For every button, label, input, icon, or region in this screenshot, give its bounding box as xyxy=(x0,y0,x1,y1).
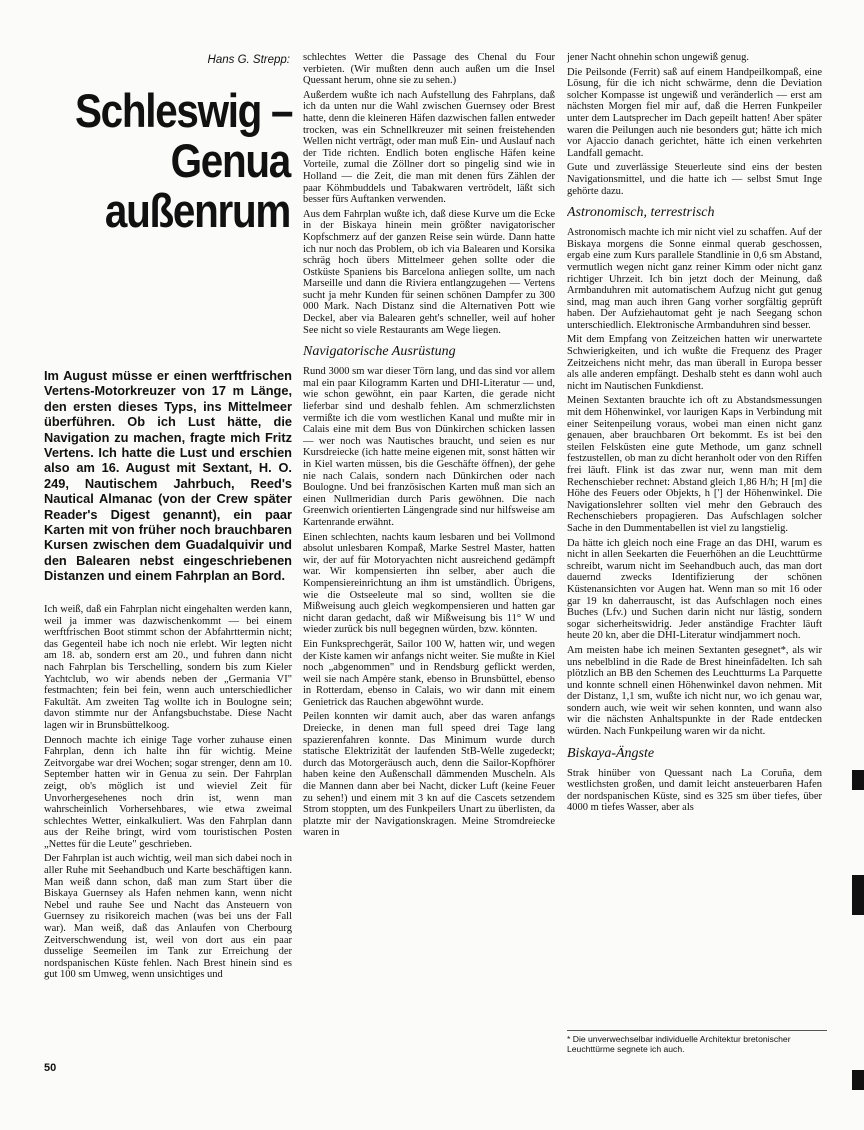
paragraph: Einen schlechten, nachts kaum lesbaren und bei Vollmond absolut unlesbaren Kompaß, Marke Sestrel Master, hatten wir, der auf für Motoryachten nicht ausreichend gedämpft war. Wir kompensierten ihn selber, aber auch die Kompensiereinrichtung an ihm ist umständlich. Übrigens, wie die Ostseeleute mal so sind, wollten sie die Mißweisung auch gleich wegkompensieren und hatten gar nicht daran gedacht, daß wir Mißweisung bis 11° W und wieder zurück bis null begegnen würden, bzw. könnten. xyxy=(303,531,555,636)
footnote: * Die unverwechselbar individuelle Architektur bretonischer Leuchttürme segnete ich auch. xyxy=(567,1030,827,1054)
paragraph: Aus dem Fahrplan wußte ich, daß diese Kurve um die Ecke in der Biskaya hinein mein größter navigatorischer Kopfschmerz auf der ganzen Reise sein würde. Dann hatte ich nur noch das Problem, ob ich via Balearen und Korsika schräg hoch übers Mittelmeer gehen sollte oder die Ostküste Spaniens bis Barcelona anliegen sollte, um nach Marseille und dann die Riviera entlangzugehen — Vertens sucht ja mehr Kunden für seinen schönen Dampfer zu 300 000 Mark. Nach Distanz sind die Alternativen Pott wie Deckel, aber via Balearen geht's schneller, weil auf hoher See nicht so viele Restaurants am Wege liegen. xyxy=(303,208,555,336)
paragraph: schlechtes Wetter die Passage des Chenal du Four verbieten. (Wir mußten denn auch außen um die Insel Quessant herum, ohne sie zu sehen.) xyxy=(303,52,555,87)
paragraph: Ein Funksprechgerät, Sailor 100 W, hatten wir, und wegen der Kiste kamen wir anfangs nicht weiter. Sie mußte in Kiel noch „abgenommen" und in Rendsburg geflickt werden, weil sie nach Ampère stank, ebenso in Brunsbüttel, ebenso in Rotterdam, ebenso in Calais, wo wir dann mit einem Genietrick das Rauchen abgewöhnt wurde. xyxy=(303,638,555,708)
section-heading: Navigatorische Ausrüstung xyxy=(303,344,456,360)
paragraph: Da hätte ich gleich noch eine Frage an das DHI, warum es nicht in allen Seekarten die Feuerhöhen an die Leuchttürme schreibt, warum nicht im Seehandbuch auch, das man dort dauernd zwecks Identifizierung der schönen Küstenansichten vor Augen hat. Wenn man so mit 16 oder gar 19 kn daherrauscht, ist das Aufschlagen noch eines Buches (Lfv.) und Suchen darin nicht nur lästig, sondern sogar sicherheitswidrig. Jeder anständige Frachter läuft heute 20 kn, aber die DHI-Literatur windjammert noch. xyxy=(567,537,822,642)
paragraph: Am meisten habe ich meinen Sextanten gesegnet*, als wir uns nebelblind in die Rade de Brest hineinfädelten. Ich sah plötzlich an BB den Schemen des Leuchtturms La Parquette und konnte schnell einen Höhenwinkel davon nehmen. Mit der Distanz, 1,1 sm, wußte ich nicht nur, wo ich genau war, sondern auch, wie weit wir sehen konnten, und wann also wir die nächsten Anhaltspunkte in der Rade entdecken würden. Nach Funkpeilung waren wir da nicht. xyxy=(567,644,822,738)
intro-paragraph: Im August müsse er einen werftfrischen Vertens-Motorkreuzer von 17 m Länge, den ersten dieses Typs, ins Mittelmeer überführen. Ob ich Lust hätte, die Navigation zu machen, fragte mich Fritz Vertens. Ich hatte die Lust und erschien also am 16. August mit Sextant, H. O. 249, Nautischem Jahrbuch, Reed's Nautical Almanac (von der Crew später Reader's Digest genannt), ein paar Karten mit von früher noch brauchbaren Kursen zwischen dem Guadalquivir und den Balearen nebst eingeschriebenen Distanzen und einem Fahrplan an Bord. xyxy=(44,368,292,584)
column-1 xyxy=(44,604,292,1059)
paragraph: jener Nacht ohnehin schon ungewiß genug. xyxy=(567,52,749,63)
paragraph: Meinen Sextanten brauchte ich oft zu Abstandsmessungen mit dem Höhenwinkel, vor laurigen Kaps in Verbindung mit einer Seitenpeilung voraus, wobei man einen nicht ganz genauen, aber brauchbaren Ort bekommt. Es ist bei den steilen Felsküsten eine gute Methode, um ganz schnell festzustellen, ob man zu dicht heranholt oder von den Riffen frei läuft. Flink ist das zwar nur, wenn man mit dem Rechenschieber rechnet: Abstand gleich 1,86 H/h; H [m] die Höhe des Feuers oder Objekts, h ['] der Höhenwinkel. Die Navigationslehrer sollten viel mehr den Gebrauch des Rechenschiebers propagieren. Das Aufschlagen solcher Sache in den Dummentabellen ist viel zu langstielig. xyxy=(567,395,822,534)
column-2 xyxy=(303,52,555,1107)
section-heading: Astronomisch, terrestrisch xyxy=(567,205,715,221)
section-heading: Biskaya-Ängste xyxy=(567,745,655,761)
article-title xyxy=(75,84,293,237)
page-number: 50 xyxy=(44,1062,57,1074)
paragraph: Strak hinüber von Quessant nach La Coruña, dem westlichsten großen, und damit leicht ansteuerbaren Hafen der nordspanischen Küste, sind es 325 sm über tiefes, über 4000 m tiefes Wasser, aber als xyxy=(567,767,822,814)
paragraph: Mit dem Empfang von Zeitzeichen hatten wir unerwartete Schwierigkeiten, und ich wußte die Frequenz des Prager Zeitzeichens nicht mehr, das man überall in Europa besser als alle anderen empfängt. Deshalb steht es dann wohl auch nicht im Nautischen Funkdienst. xyxy=(567,334,822,392)
title-line-3: außenrum xyxy=(104,184,290,237)
paragraph: Dennoch machte ich einige Tage vorher zuhause einen Fahrplan, denn ich halte ihn für wichtig. Meine Zeitvorgabe war drei Wochen; sogar strenger, denn am 10. September hatten wir in Genua zu sein. Der Fahrplan zeigt, ob's möglich ist und wieviel Zeit für Unvorhergesehenes noch drin ist, wenn man wahrscheinlich Vorhersehbares, wie etwa zweimal schlechtes Wetter, einkalkuliert. Was den Fahrplan dann aus der Reihe bringt, wird vom touristischen Posten „Nettes für die Leute" geschrieben. xyxy=(44,734,292,850)
paragraph: Astronomisch machte ich mir nicht viel zu schaffen. Auf der Biskaya morgens die Sonne einmal querab geschossen, ergab eine zum Kurs parallele Standlinie in 0,6 sm Abstand, vermutlich wegen nicht ganz reiner Kimm oder nicht ganz richtiger Uhrzeit. Ich bin jetzt doch der Meinung, daß Armbanduhren mit automatischem Aufzug nicht gut genug sind, mag man auch ihren Gang vorher sorgfältig geprüft haben. Der Aufziehautomat geht je nach Seegang schon unterschiedlich. Elektronische Armbanduhren sind besser. xyxy=(567,227,822,331)
paragraph: Gute und zuverlässige Steuerleute sind eins der besten Navigationsmittel, und die hatte ich — selbst Smut Inge gehörte dazu. xyxy=(567,162,822,197)
page-edge-mark xyxy=(852,770,864,790)
paragraph: Außerdem wußte ich nach Aufstellung des Fahrplans, daß ich da unten nur die Wahl zwischen Guernsey oder Brest hatte, denn die kleineren Häfen dazwischen fallen entweder trocken, was ein Schnellkreuzer mit seinen freistehenden Wellen nicht verträgt, oder man muß Ein- und Auslauf nach der Tide richten. Endlich boten englische Häfen keine Vorteile, zumal die Zöllner dort so pingelig sind wie in Holland — die Zeit, die man mit denen fürs Zählen der paar Köhmbuddels und Tabakwaren vertrödelt, läßt sich besser fürs Auftanken verwenden. xyxy=(303,89,555,206)
title-line-2: Genua xyxy=(170,134,290,187)
paragraph: Ich weiß, daß ein Fahrplan nicht eingehalten werden kann, weil ja immer was dazwischenkommt — bei einem werftfrischen Boot stimmt schon der Abfahrttermin nicht; das Gegenteil habe ich noch nie erlebt. Wir legten nicht am 18. ab, sondern erst am 20., und fuhren dann nicht nach Fahrplan bis Terschelling, sondern bis zum Kieler Yachtclub, wo wir abends neben der „Germania VI" festmachten; fein bei fein, wenn auch unterschiedlicher Fakultät. Am zweiten Tag wollte ich in Boulogne sein; davon stimmte nur der Anfangsbuchstabe. Diese Nacht lagen wir in Brunsbüttelkoog. xyxy=(44,604,292,731)
column-3 xyxy=(567,52,822,1055)
paragraph: Die Peilsonde (Ferrit) saß auf einem Handpeilkompaß, eine Lösung, für die ich nicht schwärme, denn die Deviation solcher Kompasse ist ungewiß und veränderlich — erst am nächsten Morgen fiel mir auf, daß die Herren Funkpeiler unter dem Lautsprecher im Dach gepeilt hatten! Aber später waren die Peilungen auch nie besonders gut; hätte ich mich vor Ajaccio danach gerichtet, hätte ich einen verkehrten Landfall gemacht. xyxy=(567,66,822,159)
paragraph: Peilen konnten wir damit auch, aber das waren anfangs Dreiecke, in denen man full speed drei Tage lang spazierenfahren konnte. Das Minimum wurde durch statische Elektrizität der laufenden StB-Welle zugedeckt; durch das Motorgeräusch auch, denn die Sailor-Kopfhörer haben keine den Außenschall dämmenden Muscheln. Als die Mannen dann aber bei Nacht, dicker Luft (keine Feuer zu sehen!) und einem mit 3 kn auf die Cascets setzendem Strom stoppten, um des Funkpeilers Unart zu überlisten, da platzte mir der Navigationskragen. Meine Stromdreiecke waren in xyxy=(303,711,555,839)
paragraph: Rund 3000 sm war dieser Törn lang, und das sind vor allem mal ein paar Kilogramm Karten und DHI-Literatur — und, wie schon gewöhnt, ein paar Karten, die gerade nicht lieferbar sind und deshalb fehlen. Am schmerzlichsten vermißte ich die vom westlichen Kanal und mußte mir in Calais eine mit dem Bus von Dünkirchen schicken lassen — wer noch was Nautisches braucht, und seien es nur Kursdreiecke (ich hatte meine eigenen mit, sonst hätten wir in Kiel warten müssen, bis die Geschäfte öffnen), der gehe nie nach Calais, sondern nach Dünkirchen oder nach Boulogne. Und bei französischen Karten muß man sich an einen Nullmeridian durch Paris gewöhnen. Die nach Greenwich orientierten Längengrade sind nur hilfsweise am Kartenrande erwähnt. xyxy=(303,366,555,528)
title-line-1: Schleswig – xyxy=(75,84,293,137)
page-edge-mark xyxy=(852,1070,864,1090)
page-edge-mark xyxy=(852,875,864,915)
author-byline: Hans G. Strepp: xyxy=(207,54,290,66)
paragraph: Der Fahrplan ist auch wichtig, weil man sich dabei noch in aller Ruhe mit Seehandbuch und Karte beschäftigen kann. Man weiß dann schon, daß man zum Start über die Biskaya Guernsey als Hafen nehmen kann, wenn nicht Nebel und rauhe See und Nacht das Ansteuern von Guernsey zu risikoreich machen (was bei uns der Fall war). Man weiß, daß das Anlaufen von Cherbourg Zeitverschwendung ist, weil von dort aus ein paar dusselige Seemeilen im Tank zur Erreichung der nordspanischen Küste fehlen. Nach Brest hinein sind es gut 100 sm Umweg, wenn unsichtiges und xyxy=(44,853,292,981)
